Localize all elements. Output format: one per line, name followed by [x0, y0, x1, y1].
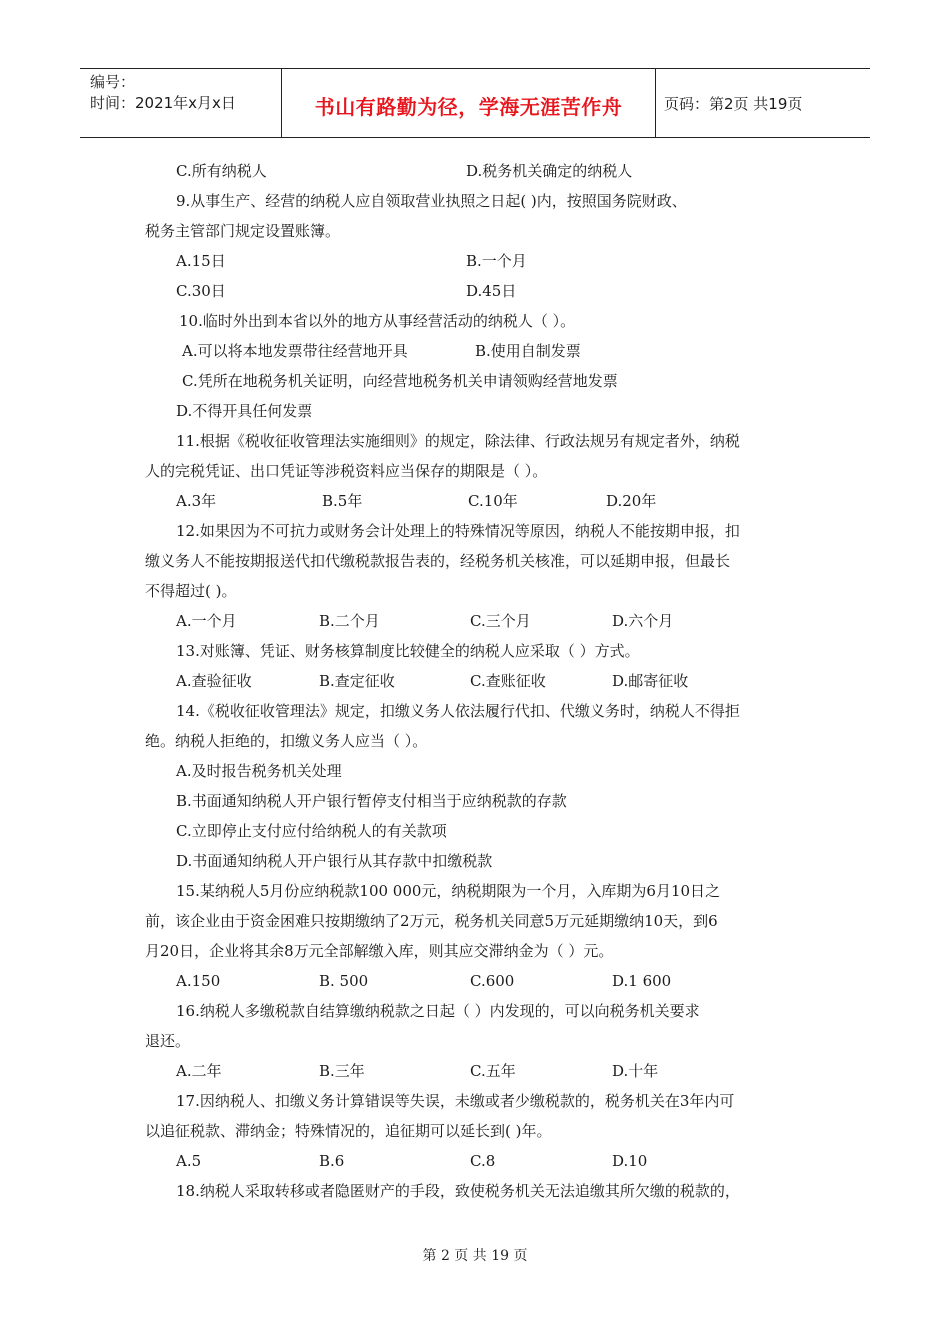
text-line: D.不得开具任何发票 [176, 402, 313, 420]
answer-option: B.查定征收 [319, 672, 395, 690]
answer-option: D.20年 [606, 492, 657, 510]
answer-option: B. 500 [319, 972, 369, 990]
answer-option: D.10 [612, 1152, 648, 1170]
options-line [145, 666, 815, 696]
options-line [145, 276, 815, 306]
text-line: 9.从事生产、经营的纳税人应自领取营业执照之日起( )内，按照国务院财政、 [176, 192, 687, 210]
answer-option: A.二年 [176, 1062, 222, 1080]
text-line: 不得超过( )。 [145, 582, 237, 600]
text-line: 18.纳税人采取转移或者隐匿财产的手段，致使税务机关无法追缴其所欠缴的税款的， [176, 1182, 740, 1200]
text-line: 15.某纳税人5月份应纳税款100 000元，纳税期限为一个月，入库期为6月10日之 [176, 882, 721, 900]
options-line [145, 966, 815, 996]
document-body [145, 156, 815, 1206]
answer-option: A.15日 [176, 252, 226, 270]
answer-option: D.十年 [612, 1062, 659, 1080]
text-line: A.及时报告税务机关处理 [176, 762, 342, 780]
options-line [145, 1056, 815, 1086]
text-line: C.立即停止支付应付给纳税人的有关款项 [176, 822, 447, 840]
text-line: 税务主管部门规定设置账簿。 [145, 222, 341, 240]
answer-option: B.一个月 [466, 252, 527, 270]
answer-option: D.六个月 [612, 612, 674, 630]
date-line: 时间：2021年x月x日 [90, 94, 236, 112]
answer-option: D.1 600 [612, 972, 672, 990]
text-line: 以追征税款、滞纳金；特殊情况的，追征期可以延长到( )年。 [145, 1122, 552, 1140]
answer-option: D.税务机关确定的纳税人 [466, 162, 633, 180]
answer-option: B.二个月 [319, 612, 380, 630]
answer-option: A.5 [176, 1152, 202, 1170]
answer-option: D.45日 [466, 282, 517, 300]
text-line: 月20日，企业将其余8万元全部解缴入库，则其应交滞纳金为（ ）元。 [145, 942, 614, 960]
answer-option: A.150 [176, 972, 221, 990]
answer-option: C.查账征收 [470, 672, 546, 690]
text-line: 绝。纳税人拒绝的，扣缴义务人应当（ ）。 [145, 732, 428, 750]
options-line [145, 486, 815, 516]
text-line: 退还。 [145, 1032, 191, 1050]
answer-option: C.8 [470, 1152, 496, 1170]
page-header [80, 68, 870, 138]
page-footer: 第 2 页 共 19 页 [422, 1248, 528, 1264]
header-page-info: 页码：第2页 共19页 [664, 94, 803, 113]
options-line [145, 1146, 815, 1176]
options-line [145, 246, 815, 276]
answer-option: C.所有纳税人 [176, 162, 267, 180]
answer-option: B.6 [319, 1152, 345, 1170]
text-line: D.书面通知纳税人开户银行从其存款中扣缴税款 [176, 852, 493, 870]
answer-option: B.5年 [322, 492, 363, 510]
answer-option: C.三个月 [470, 612, 531, 630]
text-line: C.凭所在地税务机关证明，向经营地税务机关申请领购经营地发票 [182, 372, 618, 390]
text-line: B.书面通知纳税人开户银行暂停支付相当于应纳税款的存款 [176, 792, 567, 810]
text-line: 前，该企业由于资金困难只按期缴纳了2万元，税务机关同意5万元延期缴纳10天，到6 [145, 912, 718, 930]
options-line [145, 156, 815, 186]
text-line: 17.因纳税人、扣缴义务计算错误等失误，未缴或者少缴税款的，税务机关在3年内可 [176, 1092, 735, 1110]
answer-option: D.邮寄征收 [612, 672, 689, 690]
options-line [145, 606, 815, 636]
text-line: 10.临时外出到本省以外的地方从事经营活动的纳税人（ ）。 [179, 312, 576, 330]
answer-option: B.使用自制发票 [475, 342, 581, 360]
answer-option: C.30日 [176, 282, 226, 300]
text-line: 16.纳税人多缴税款自结算缴纳税款之日起（ ）内发现的，可以向税务机关要求 [176, 1002, 700, 1020]
text-line: 12.如果因为不可抗力或财务会计处理上的特殊情况等原因，纳税人不能按期申报，扣 [176, 522, 740, 540]
answer-option: C.600 [470, 972, 515, 990]
text-line: 14.《税收征收管理法》规定，扣缴义务人依法履行代扣、代缴义务时，纳税人不得拒 [176, 702, 740, 720]
answer-option: A.查验征收 [176, 672, 252, 690]
answer-option: A.一个月 [176, 612, 237, 630]
text-line: 13.对账簿、凭证、财务核算制度比较健全的纳税人应采取（ ）方式。 [176, 642, 640, 660]
options-line [145, 336, 815, 366]
answer-option: A.可以将本地发票带往经营地开具 [182, 342, 408, 360]
header-motto: 书山有路勤为径，学海无涯苦作舟 [282, 69, 656, 137]
header-meta [80, 69, 282, 137]
text-line: 缴义务人不能按期报送代扣代缴税款报告表的，经税务机关核准，可以延期申报，但最长 [145, 552, 731, 570]
text-line: 11.根据《税收征收管理法实施细则》的规定，除法律、行政法规另有规定者外，纳税 [176, 432, 740, 450]
answer-option: A.3年 [176, 492, 217, 510]
answer-option: C.10年 [468, 492, 518, 510]
text-line: 人的完税凭证、出口凭证等涉税资料应当保存的期限是（ ）。 [145, 462, 548, 480]
answer-option: B.三年 [319, 1062, 365, 1080]
answer-option: C.五年 [470, 1062, 516, 1080]
serial-label: 编号： [90, 73, 136, 91]
